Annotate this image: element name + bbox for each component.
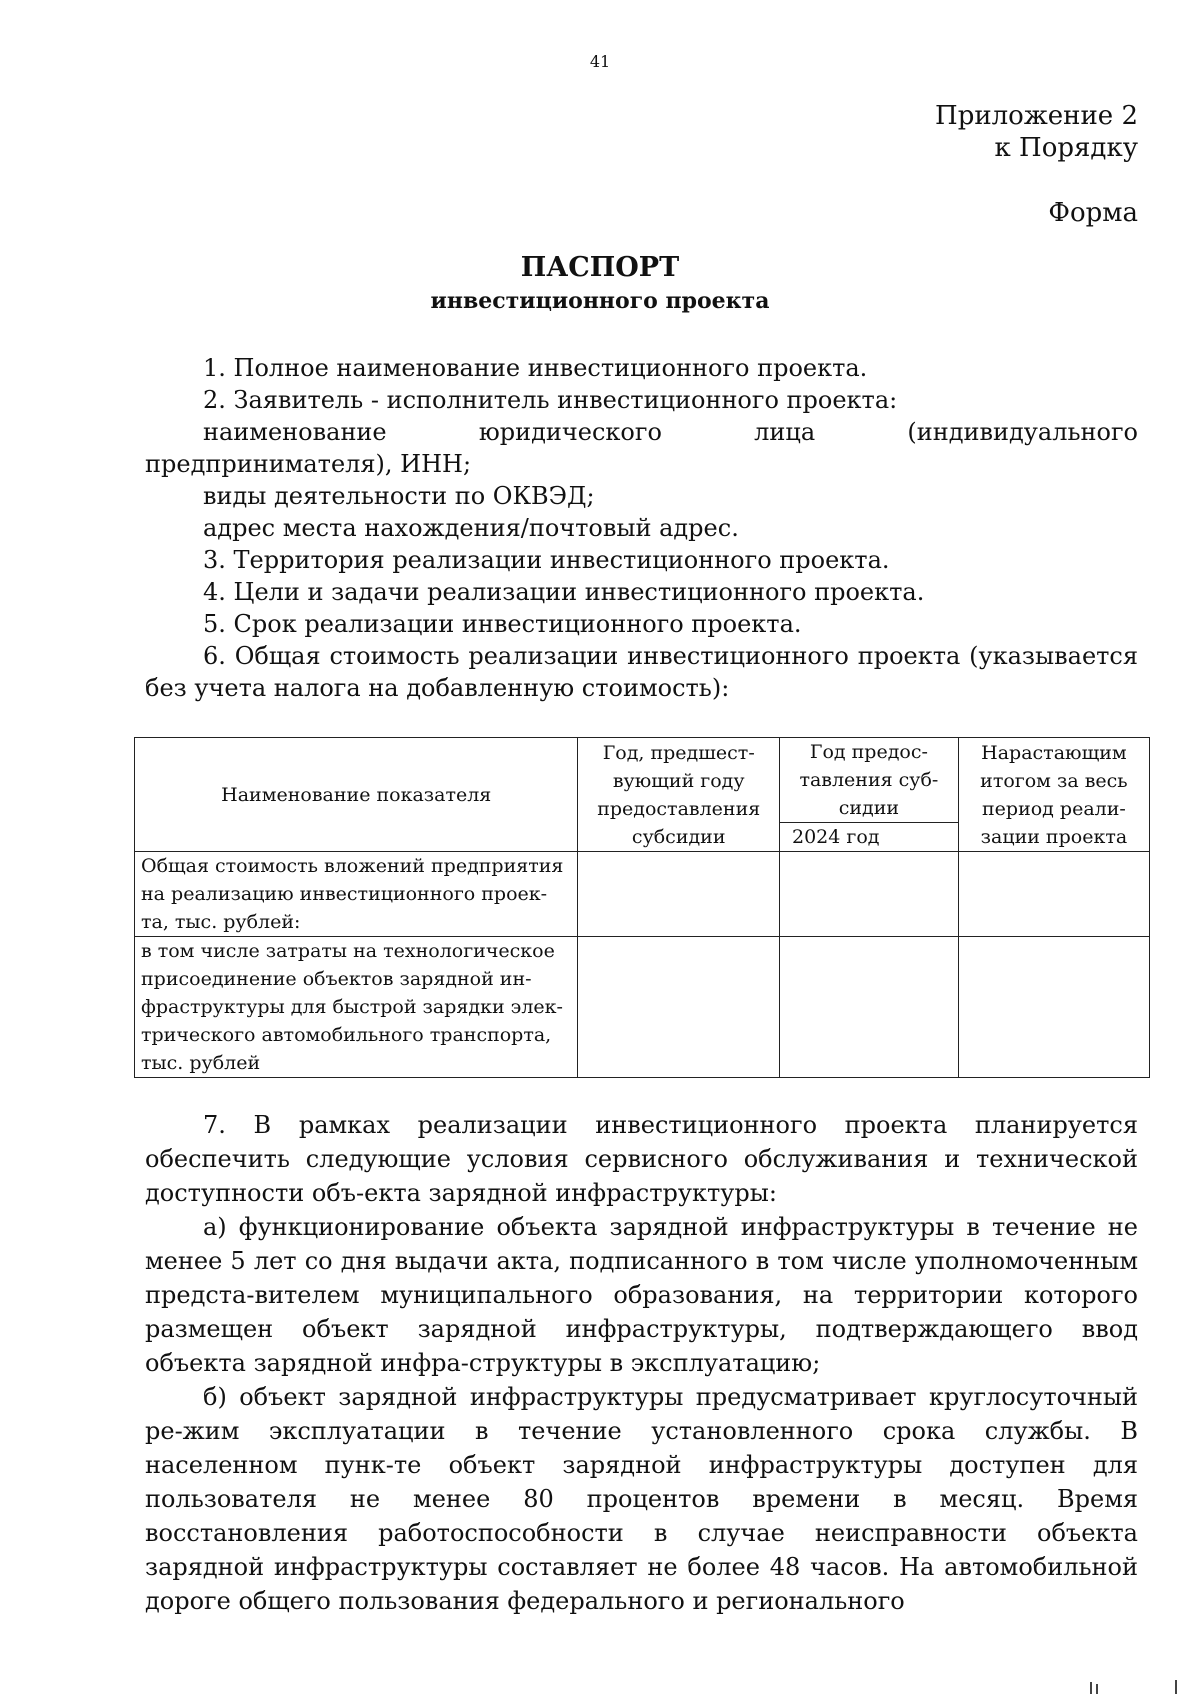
row-total-cost-cumulative	[958, 852, 1149, 937]
item-2-legal-entity: наименование юридического лица (индивидуального предпринимателя), ИНН;	[145, 418, 1138, 478]
appendix-line-1: Приложение 2	[935, 101, 1138, 131]
item-1: 1. Полное наименование инвестиционного проекта.	[203, 354, 868, 382]
item-2-okved: виды деятельности по ОКВЭД;	[203, 482, 595, 510]
scan-artifact	[1175, 1680, 1177, 1694]
appendix-reference	[935, 100, 1138, 164]
row-connection-cost-label: в том числе затраты на технологическое присоединение объектов зарядной ин-фраструктуры для быстрой зарядки элек-трического автомобильного транспорта, тыс. рублей	[135, 937, 578, 1078]
item-3: 3. Территория реализации инвестиционного проекта.	[203, 546, 890, 574]
header-indicator-name: Наименование показателя	[135, 738, 578, 852]
row-total-cost-prev-year	[578, 852, 780, 937]
header-prev-year: Год, предшест-вующий году предоставления субсидии	[578, 738, 780, 852]
item-2: 2. Заявитель - исполнитель инвестиционного проекта:	[203, 386, 898, 414]
section-7-point-a: а) функционирование объекта зарядной инфраструктуры в течение не менее 5 лет со дня выдачи акта, подписанного в том числе уполномоченным предста-вителем муниципального образования, на территории которого размещен объект зарядной инфраструктуры, подтверждающего ввод объекта зарядной инфра-структуры в эксплуатацию;	[145, 1213, 1138, 1377]
form-label: Форма	[1048, 198, 1138, 228]
row-total-cost-grant-year	[779, 852, 958, 937]
item-2-address: адрес места нахождения/почтовый адрес.	[203, 514, 739, 542]
scan-artifact	[1090, 1682, 1092, 1694]
page-number: 41	[589, 52, 611, 71]
item-6: 6. Общая стоимость реализации инвестиционного проекта (указывается без учета налога на добавленную стоимость):	[145, 642, 1138, 702]
item-4: 4. Цели и задачи реализации инвестиционного проекта.	[203, 578, 925, 606]
table-row	[135, 852, 1150, 937]
section-7	[145, 1108, 1138, 1618]
table-row	[135, 937, 1150, 1078]
document-subtitle: инвестиционного проекта	[430, 288, 770, 314]
section-7-point-b: б) объект зарядной инфраструктуры предусматривает круглосуточный ре-жим эксплуатации в течение установленного срока службы. В населенном пунк-те объект зарядной инфраструктуры доступен для пользователя не менее 80 процентов времени в месяц. Время восстановления работоспособности в случае неисправности объекта зарядной инфраструктуры составляет не более 48 часов. На автомобильной дороге общего пользования федерального и регионального	[145, 1383, 1138, 1615]
header-grant-year-value: 2024 год	[779, 823, 958, 852]
header-grant-year: Год предос-тавления суб-сидии	[779, 738, 958, 823]
item-5: 5. Срок реализации инвестиционного проекта.	[203, 610, 802, 638]
appendix-line-2: к Порядку	[994, 133, 1138, 163]
cost-table	[134, 737, 1150, 1078]
row-connection-cost-grant-year	[779, 937, 958, 1078]
passport-items	[145, 352, 1138, 704]
row-connection-cost-cumulative	[958, 937, 1149, 1078]
document-title: ПАСПОРТ	[520, 252, 680, 283]
row-total-cost-label: Общая стоимость вложений предприятия на реализацию инвестиционного проек-та, тыс. рублей:	[135, 852, 578, 937]
header-cumulative: Нарастающим итогом за весь период реали-зации проекта	[958, 738, 1149, 852]
row-connection-cost-prev-year	[578, 937, 780, 1078]
table-header-row	[135, 738, 1150, 823]
section-7-intro: 7. В рамках реализации инвестиционного проекта планируется обеспечить следующие условия сервисного обслуживания и технической доступности объ-екта зарядной инфраструктуры:	[145, 1111, 1138, 1207]
scan-artifact	[1096, 1684, 1098, 1694]
